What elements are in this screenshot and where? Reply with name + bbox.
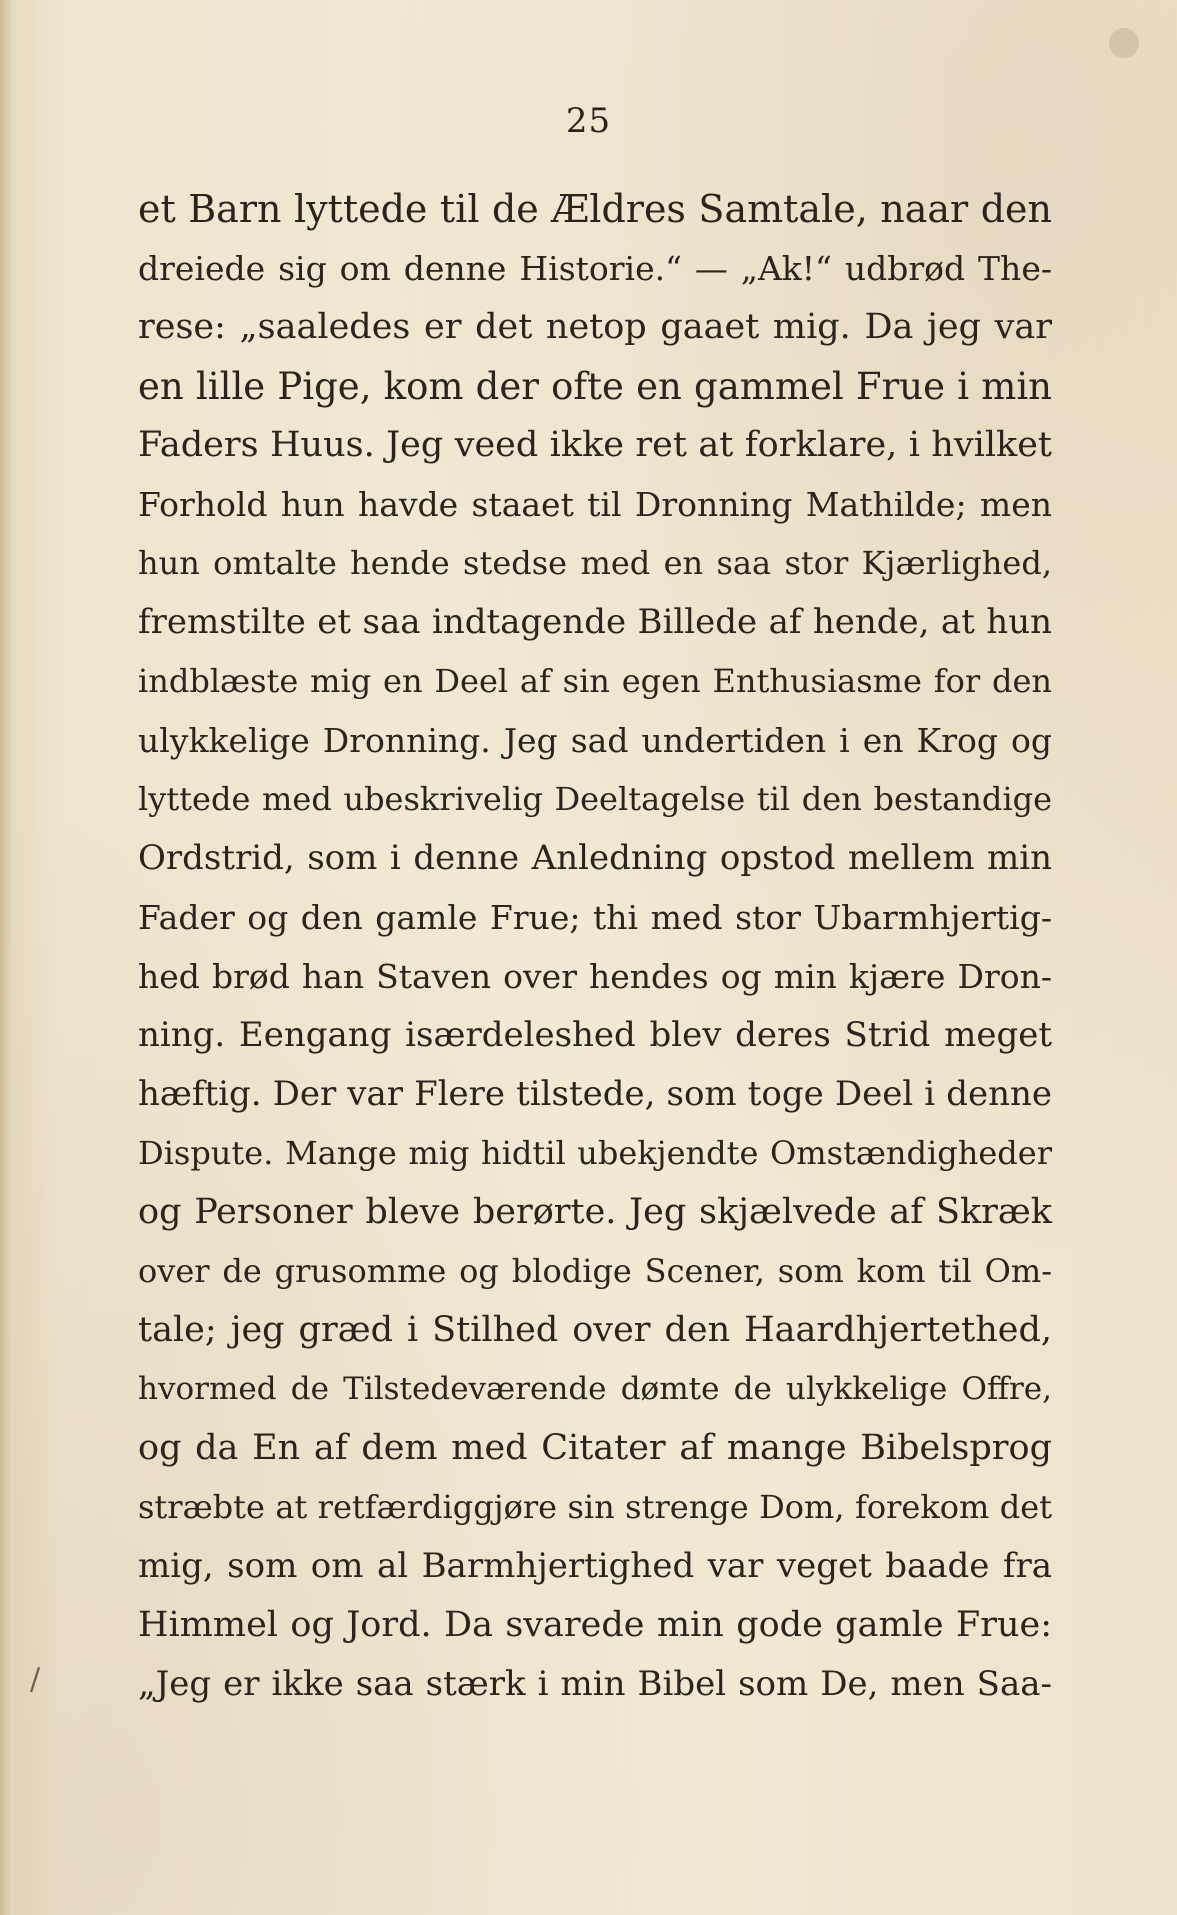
text-line-24: mig, som om al Barmhjertighed var veget baade fra xyxy=(138,1546,1052,1586)
text-line-20: tale; jeg græd i Stilhed over den Haardhjertethed, xyxy=(138,1310,1052,1350)
text-line-12: Ordstrid, som i denne Anledning opstod mellem min xyxy=(138,838,1052,878)
body-text xyxy=(138,180,1052,1714)
paper-stain xyxy=(1109,28,1139,58)
text-line-4: en lille Pige, kom der ofte en gammel Frue i min xyxy=(138,365,1052,408)
text-line-26: „Jeg er ikke saa stærk i min Bibel som De, men Saa- xyxy=(138,1664,1052,1704)
text-line-18: og Personer bleve berørte. Jeg skjælvede af Skræk xyxy=(138,1192,1052,1232)
text-line-7: hun omtalte hende stedse med en saa stor Kjærlighed, xyxy=(138,544,1052,582)
text-line-5: Faders Huus. Jeg veed ikke ret at forklare, i hvilket xyxy=(138,425,1052,465)
text-line-17: Dispute. Mange mig hidtil ubekjendte Omstændigheder xyxy=(138,1134,1052,1172)
text-line-3: rese: „saaledes er det netop gaaet mig. Da jeg var xyxy=(138,307,1052,347)
text-line-11: lyttede med ubeskrivelig Deeltagelse til den bestandige xyxy=(138,780,1052,818)
margin-mark: / xyxy=(30,1662,41,1697)
binding-edge xyxy=(0,0,14,1915)
text-line-8: fremstilte et saa indtagende Billede af hende, at hun xyxy=(138,602,1052,642)
text-line-2: dreiede sig om denne Historie.“ — „Ak!“ udbrød The- xyxy=(138,249,1052,288)
text-line-23: stræbte at retfærdiggjøre sin strenge Dom, forekom det xyxy=(138,1488,1052,1526)
text-line-13: Fader og den gamle Frue; thi med stor Ubarmhjertig- xyxy=(138,898,1052,937)
text-line-10: ulykkelige Dronning. Jeg sad undertiden i en Krog og xyxy=(138,721,1052,760)
text-line-6: Forhold hun havde staaet til Dronning Mathilde; men xyxy=(138,485,1052,524)
text-line-9: indblæste mig en Deel af sin egen Enthusiasme for den xyxy=(138,662,1052,700)
text-line-14: hed brød han Staven over hendes og min kjære Dron- xyxy=(138,957,1052,996)
text-line-22: og da En af dem med Citater af mange Bibelsprog xyxy=(138,1428,1052,1468)
text-line-1: et Barn lyttede til de Ældres Samtale, naar den xyxy=(138,187,1052,231)
text-line-19: over de grusomme og blodige Scener, som kom til Om- xyxy=(138,1252,1052,1290)
text-line-21: hvormed de Tilstedeværende dømte de ulykkelige Offre, xyxy=(138,1371,1052,1407)
text-line-25: Himmel og Jord. Da svarede min gode gamle Frue: xyxy=(138,1605,1052,1645)
text-line-16: hæftig. Der var Flere tilstede, som toge Deel i denne xyxy=(138,1074,1052,1114)
text-line-15: ning. Eengang isærdeleshed blev deres Strid meget xyxy=(138,1015,1052,1055)
page-number: 25 xyxy=(565,101,612,141)
